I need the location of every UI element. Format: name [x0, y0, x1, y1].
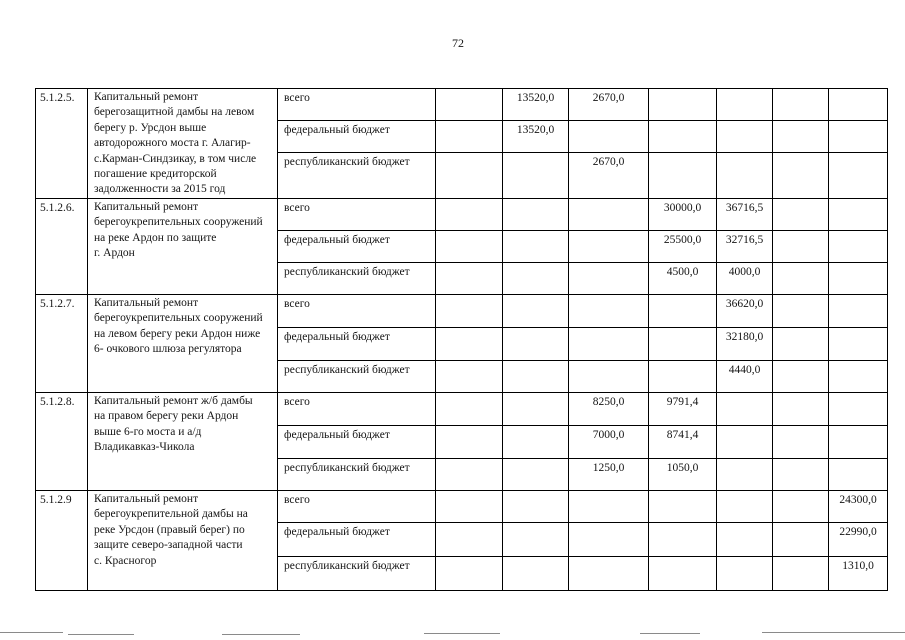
- amount-cell: [829, 426, 888, 459]
- amount-cell: [773, 491, 829, 523]
- amount-cell: [503, 426, 569, 459]
- amount-cell: 1310,0: [829, 557, 888, 591]
- amount-cell: 7000,0: [569, 426, 649, 459]
- description-line: Капитальный ремонт: [94, 297, 199, 309]
- amount-cell: [569, 491, 649, 523]
- amount-cell: [436, 459, 503, 491]
- scan-edge-line: [68, 634, 134, 635]
- table-row: [36, 491, 888, 523]
- amount-cell: [649, 153, 717, 199]
- amount-cell: 2670,0: [569, 89, 649, 121]
- funding-source: федеральный бюджет: [278, 121, 436, 153]
- funding-source: республиканский бюджет: [278, 263, 436, 295]
- amount-cell: [649, 89, 717, 121]
- amount-cell: [717, 459, 773, 491]
- amount-cell: [503, 557, 569, 591]
- funding-source: федеральный бюджет: [278, 231, 436, 263]
- amount-cell: [829, 121, 888, 153]
- amount-cell: [569, 231, 649, 263]
- amount-cell: [569, 295, 649, 328]
- amount-cell: 22990,0: [829, 523, 888, 557]
- amount-cell: [503, 361, 569, 393]
- amount-cell: 8741,4: [649, 426, 717, 459]
- amount-cell: 9791,4: [649, 393, 717, 426]
- funding-source: федеральный бюджет: [278, 523, 436, 557]
- amount-cell: [773, 89, 829, 121]
- amount-cell: [773, 361, 829, 393]
- description-line: с.Карман-Синдзикау, в том числе: [94, 152, 257, 165]
- amount-cell: [773, 523, 829, 557]
- description-line: берегозащитной дамбы на левом: [94, 106, 255, 119]
- amount-cell: 1050,0: [649, 459, 717, 491]
- funding-source: федеральный бюджет: [278, 426, 436, 459]
- amount-cell: [569, 557, 649, 591]
- amount-cell: [773, 393, 829, 426]
- amount-cell: [503, 295, 569, 328]
- item-number: 5.1.2.7.: [36, 295, 88, 393]
- amount-cell: [436, 263, 503, 295]
- table-row: [36, 295, 888, 328]
- description-line: Владикавказ-Чикола: [94, 441, 195, 454]
- amount-cell: [436, 393, 503, 426]
- item-description: [88, 295, 278, 393]
- item-number: 5.1.2.9: [36, 491, 88, 591]
- table-body: [36, 89, 888, 591]
- amount-cell: [717, 89, 773, 121]
- description-line: выше 6-го моста и а/д: [94, 425, 202, 438]
- amount-cell: 24300,0: [829, 491, 888, 523]
- item-number: 5.1.2.5.: [36, 89, 88, 199]
- amount-cell: [773, 153, 829, 199]
- funding-source: республиканский бюджет: [278, 557, 436, 591]
- amount-cell: [773, 328, 829, 361]
- description-line: на левом берегу реки Ардон ниже: [94, 327, 261, 340]
- amount-cell: [773, 557, 829, 591]
- amount-cell: [569, 263, 649, 295]
- funding-source: федеральный бюджет: [278, 328, 436, 361]
- amount-cell: [829, 263, 888, 295]
- amount-cell: [829, 153, 888, 199]
- amount-cell: [503, 263, 569, 295]
- amount-cell: [829, 393, 888, 426]
- amount-cell: [717, 393, 773, 426]
- amount-cell: [649, 328, 717, 361]
- funding-source: республиканский бюджет: [278, 153, 436, 199]
- amount-cell: [436, 557, 503, 591]
- table-row: [36, 89, 888, 121]
- funding-source: всего: [278, 393, 436, 426]
- item-description: [88, 199, 278, 295]
- description-line: задолженности за 2015 год: [94, 183, 226, 196]
- amount-cell: [829, 328, 888, 361]
- amount-cell: [503, 231, 569, 263]
- amount-cell: [503, 199, 569, 231]
- amount-cell: [569, 199, 649, 231]
- description-line: берегоукрепительных сооружений: [94, 312, 263, 325]
- amount-cell: [829, 199, 888, 231]
- description-line: Капитальный ремонт: [94, 201, 199, 213]
- description-line: с. Красногор: [94, 554, 157, 567]
- item-description: [88, 89, 278, 199]
- amount-cell: [436, 361, 503, 393]
- amount-cell: [773, 263, 829, 295]
- amount-cell: [829, 89, 888, 121]
- scan-edge-line: [762, 632, 905, 633]
- amount-cell: [717, 523, 773, 557]
- funding-source: всего: [278, 295, 436, 328]
- amount-cell: [649, 121, 717, 153]
- amount-cell: 1250,0: [569, 459, 649, 491]
- amount-cell: [436, 328, 503, 361]
- amount-cell: [717, 121, 773, 153]
- amount-cell: [773, 459, 829, 491]
- description-line: Капитальный ремонт: [94, 493, 199, 505]
- description-line: берегоукрепительных сооружений: [94, 216, 263, 229]
- amount-cell: [717, 153, 773, 199]
- amount-cell: [829, 295, 888, 328]
- amount-cell: [436, 426, 503, 459]
- amount-cell: [436, 89, 503, 121]
- description-line: г. Ардон: [94, 247, 135, 260]
- amount-cell: [829, 361, 888, 393]
- amount-cell: [569, 523, 649, 557]
- funding-source: республиканский бюджет: [278, 459, 436, 491]
- amount-cell: [649, 295, 717, 328]
- description-line: на реке Ардон по защите: [94, 231, 217, 244]
- amount-cell: [503, 523, 569, 557]
- table-row: [36, 393, 888, 426]
- description-line: автодорожного моста г. Алагир-: [94, 137, 251, 150]
- amount-cell: [649, 361, 717, 393]
- amount-cell: 30000,0: [649, 199, 717, 231]
- amount-cell: [829, 231, 888, 263]
- table-row: [36, 199, 888, 231]
- amount-cell: [436, 491, 503, 523]
- amount-cell: 25500,0: [649, 231, 717, 263]
- amount-cell: 32180,0: [717, 328, 773, 361]
- amount-cell: [773, 121, 829, 153]
- funding-source: всего: [278, 491, 436, 523]
- amount-cell: [436, 153, 503, 199]
- description-line: Капитальный ремонт ж/б дамбы: [94, 395, 253, 407]
- item-description: [88, 491, 278, 591]
- funding-source: республиканский бюджет: [278, 361, 436, 393]
- amount-cell: [569, 328, 649, 361]
- amount-cell: 4440,0: [717, 361, 773, 393]
- amount-cell: [717, 491, 773, 523]
- amount-cell: 4000,0: [717, 263, 773, 295]
- budget-table: [35, 88, 888, 591]
- amount-cell: [436, 523, 503, 557]
- amount-cell: 2670,0: [569, 153, 649, 199]
- item-description: [88, 393, 278, 491]
- amount-cell: [649, 523, 717, 557]
- description-line: погашение кредиторской: [94, 168, 217, 181]
- scan-edge-line: [222, 634, 300, 635]
- amount-cell: [503, 491, 569, 523]
- amount-cell: [569, 121, 649, 153]
- amount-cell: [503, 459, 569, 491]
- description-line: на правом берегу реки Ардон: [94, 410, 239, 423]
- amount-cell: 13520,0: [503, 121, 569, 153]
- amount-cell: [773, 231, 829, 263]
- item-number: 5.1.2.6.: [36, 199, 88, 295]
- description-line: 6- очкового шлюза регулятора: [94, 343, 242, 356]
- amount-cell: 36716,5: [717, 199, 773, 231]
- page-number: 72: [452, 36, 464, 50]
- amount-cell: [436, 199, 503, 231]
- amount-cell: [569, 361, 649, 393]
- amount-cell: 4500,0: [649, 263, 717, 295]
- description-line: реке Урсдон (правый берег) по: [94, 523, 245, 536]
- funding-source: всего: [278, 199, 436, 231]
- amount-cell: [829, 459, 888, 491]
- amount-cell: [649, 557, 717, 591]
- amount-cell: 8250,0: [569, 393, 649, 426]
- amount-cell: [436, 231, 503, 263]
- scan-edge-line: [0, 632, 63, 633]
- amount-cell: [503, 393, 569, 426]
- amount-cell: [503, 153, 569, 199]
- amount-cell: [503, 328, 569, 361]
- amount-cell: [649, 491, 717, 523]
- amount-cell: 13520,0: [503, 89, 569, 121]
- amount-cell: [436, 121, 503, 153]
- amount-cell: [717, 426, 773, 459]
- funding-source: всего: [278, 89, 436, 121]
- scan-edge-line: [640, 633, 700, 634]
- amount-cell: [436, 295, 503, 328]
- amount-cell: [773, 426, 829, 459]
- description-line: берегоукрепительной дамбы на: [94, 508, 248, 521]
- amount-cell: [773, 199, 829, 231]
- item-number: 5.1.2.8.: [36, 393, 88, 491]
- amount-cell: 32716,5: [717, 231, 773, 263]
- description-line: защите северо-западной части: [94, 539, 243, 552]
- description-line: Капитальный ремонт: [94, 91, 199, 103]
- amount-cell: 36620,0: [717, 295, 773, 328]
- amount-cell: [717, 557, 773, 591]
- description-line: берегу р. Урсдон выше: [94, 121, 207, 134]
- scan-edge-line: [424, 633, 500, 634]
- amount-cell: [773, 295, 829, 328]
